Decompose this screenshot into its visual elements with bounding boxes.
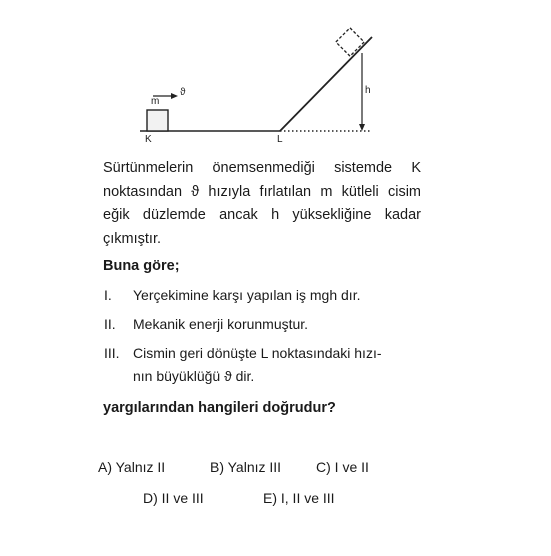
label-m: m (151, 96, 160, 107)
inclined-plane (280, 37, 372, 131)
question-foot: yargılarından hangileri doğrudur? (103, 400, 336, 416)
statement-numeral: I. (104, 287, 112, 303)
statement-3 (133, 342, 423, 388)
option-a[interactable]: A) Yalnız II (98, 459, 166, 475)
problem-line: noktasından ϑ hızıyla fırlatılan m kütleli cisim (103, 183, 421, 200)
label-k: K (145, 134, 152, 145)
label-l: L (277, 134, 283, 145)
statement-3-line: Cismin geri dönüşte L noktasındaki hızı- (133, 345, 382, 361)
problem-line: eğik düzlemde ancak h yüksekliğine kadar (103, 207, 421, 223)
statement-2: Mekanik enerji korunmuştur. (133, 316, 309, 332)
problem-line: Sürtünmelerin önemsenmediği sistemde K (103, 160, 421, 176)
problem-line: çıkmıştır. (103, 230, 161, 247)
problem-statement (103, 157, 421, 251)
block-on-incline (336, 28, 364, 56)
option-d[interactable]: D) II ve III (143, 490, 204, 506)
label-h: h (365, 85, 371, 96)
statement-1: Yerçekimine karşı yapılan iş mgh dır. (133, 287, 361, 303)
physics-diagram (0, 0, 551, 150)
question-head: Buna göre; (103, 258, 180, 274)
height-arrow-icon (359, 124, 365, 131)
label-v: ϑ (180, 87, 186, 98)
statement-numeral: II. (104, 316, 116, 332)
option-b[interactable]: B) Yalnız III (210, 459, 282, 475)
option-e[interactable]: E) I, II ve III (263, 490, 335, 506)
statement-3-line: nın büyüklüğü ϑ dir. (133, 368, 255, 384)
option-c[interactable]: C) I ve II (316, 459, 369, 475)
block-at-k (147, 110, 168, 131)
statement-numeral: III. (104, 345, 120, 361)
arrow-head-icon (171, 93, 178, 99)
